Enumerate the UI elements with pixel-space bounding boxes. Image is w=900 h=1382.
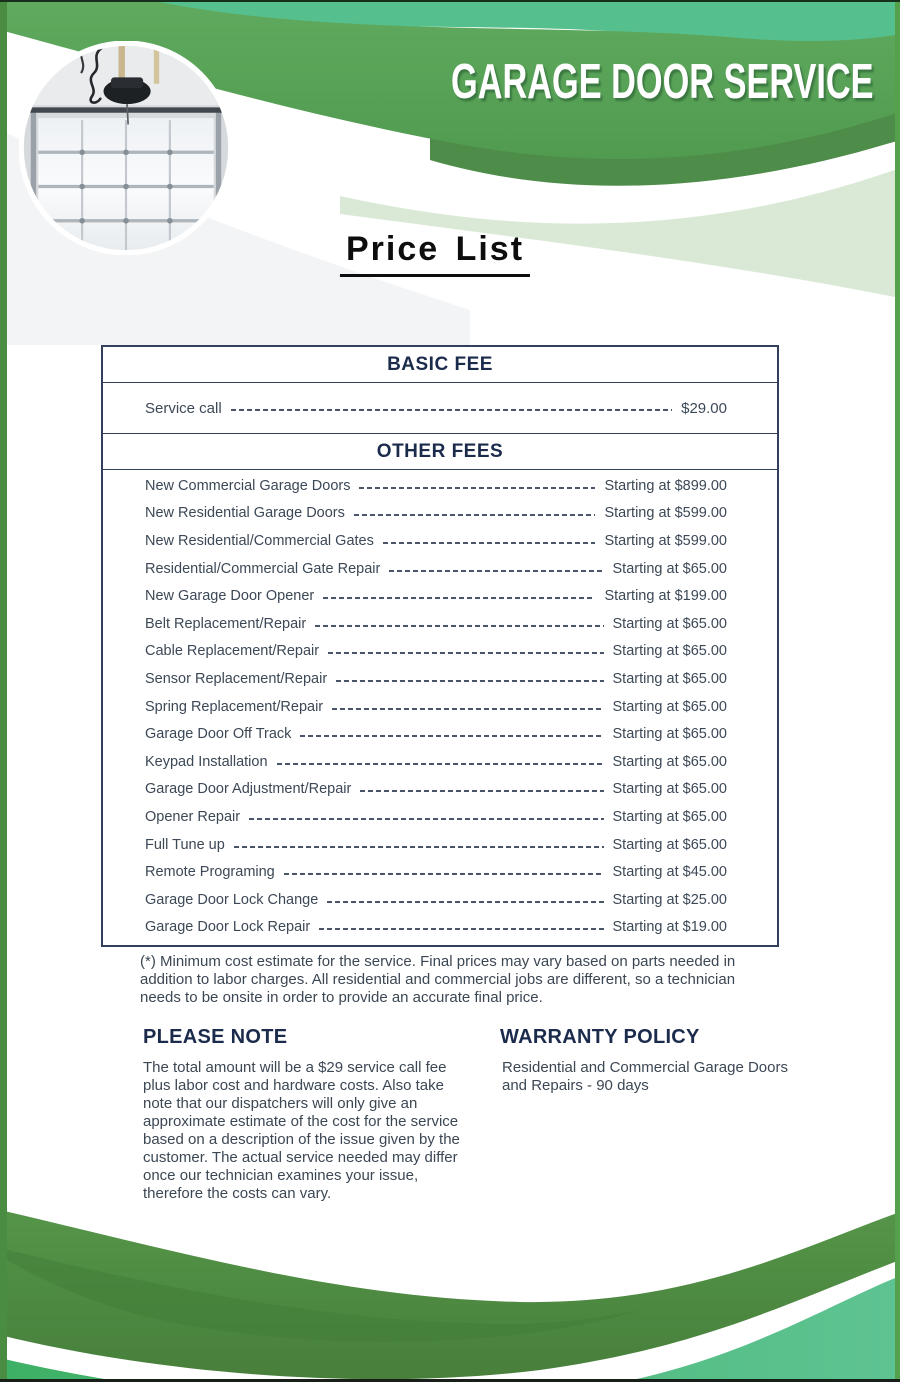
- warranty-policy-heading: WARRANTY POLICY: [500, 1026, 700, 1048]
- left-green-border: [0, 0, 7, 1382]
- dotted-leader: [323, 597, 595, 599]
- dotted-leader: [360, 790, 603, 792]
- dotted-leader: [328, 652, 603, 654]
- fee-price: Starting at $65.00: [612, 615, 727, 632]
- dotted-leader: [319, 928, 603, 930]
- fee-label: Garage Door Adjustment/Repair: [145, 781, 352, 798]
- fee-label: Spring Replacement/Repair: [145, 698, 324, 715]
- warranty-policy-body: Residential and Commercial Garage Doors and Repairs - 90 days: [502, 1059, 788, 1094]
- fee-row: [103, 582, 777, 610]
- fee-label: New Residential/Commercial Gates: [145, 532, 374, 549]
- dotted-leader: [359, 487, 595, 489]
- fee-label: Cable Replacement/Repair: [145, 643, 320, 660]
- dotted-leader: [231, 409, 672, 411]
- price-table: [101, 345, 779, 947]
- fee-label: Garage Door Lock Change: [145, 891, 319, 908]
- fee-label: Keypad Installation: [145, 753, 268, 770]
- fee-label: Opener Repair: [145, 808, 241, 825]
- brand-title: GARAGE DOOR SERVICE: [451, 55, 874, 109]
- fee-row: [103, 776, 777, 804]
- fee-label: Residential/Commercial Gate Repair: [145, 560, 381, 577]
- fee-price: Starting at $65.00: [612, 726, 727, 743]
- fee-price: Starting at $65.00: [612, 670, 727, 687]
- fee-price: Starting at $599.00: [604, 532, 727, 549]
- fee-row: [103, 803, 777, 831]
- dotted-leader: [354, 514, 596, 516]
- fee-label: Remote Programing: [145, 864, 275, 881]
- dotted-leader: [383, 542, 596, 544]
- fee-label: Sensor Replacement/Repair: [145, 670, 328, 687]
- fee-label: Service call: [145, 399, 222, 417]
- basic-fee-heading: BASIC FEE: [103, 347, 777, 383]
- fee-label: New Garage Door Opener: [145, 588, 315, 605]
- fee-price: Starting at $65.00: [612, 836, 727, 853]
- fee-row: [103, 831, 777, 859]
- fee-row: [103, 472, 777, 500]
- fee-price: Starting at $65.00: [612, 698, 727, 715]
- dotted-leader: [389, 570, 603, 572]
- fee-row: [103, 527, 777, 555]
- fee-price: Starting at $19.00: [612, 919, 727, 936]
- other-fees-rows: [103, 470, 777, 945]
- dotted-leader: [336, 680, 603, 682]
- dotted-leader: [327, 901, 603, 903]
- fee-price: Starting at $899.00: [604, 477, 727, 494]
- fee-label: Belt Replacement/Repair: [145, 615, 307, 632]
- dotted-leader: [249, 818, 603, 820]
- garage-door-photo: [19, 41, 233, 255]
- fee-row: [103, 720, 777, 748]
- fee-row: [103, 638, 777, 666]
- fee-label: New Residential Garage Doors: [145, 505, 345, 522]
- fee-price: Starting at $65.00: [612, 753, 727, 770]
- dotted-leader: [284, 873, 604, 875]
- fee-row-service-call: [103, 383, 777, 433]
- fee-price: $29.00: [681, 399, 727, 417]
- dotted-leader: [300, 735, 603, 737]
- fee-price: Starting at $45.00: [612, 864, 727, 881]
- fee-label: Garage Door Off Track: [145, 726, 292, 743]
- fee-price: Starting at $199.00: [604, 588, 727, 605]
- footnote: (*) Minimum cost estimate for the service. Final prices may vary based on parts needed in addition to labor charges. All residential and commercial jobs are different, so a technician needs to be onsite in order to provide an accurate final price.: [140, 953, 736, 1006]
- fee-price: Starting at $599.00: [604, 505, 727, 522]
- fee-price: Starting at $65.00: [612, 781, 727, 798]
- fee-row: [103, 665, 777, 693]
- fee-row: [103, 748, 777, 776]
- please-note-heading: PLEASE NOTE: [143, 1026, 288, 1048]
- page-title: Price List: [340, 230, 530, 277]
- fee-row: [103, 858, 777, 886]
- fee-label: Full Tune up: [145, 836, 225, 853]
- fee-price: Starting at $65.00: [612, 808, 727, 825]
- fee-price: Starting at $65.00: [612, 643, 727, 660]
- fee-row: [103, 693, 777, 721]
- fee-price: Starting at $65.00: [612, 560, 727, 577]
- other-fees-heading: OTHER FEES: [103, 433, 777, 470]
- dotted-leader: [234, 846, 604, 848]
- dotted-leader: [277, 763, 604, 765]
- fee-label: New Commercial Garage Doors: [145, 477, 351, 494]
- fee-row: [103, 610, 777, 638]
- dotted-leader: [315, 625, 603, 627]
- fee-label: Garage Door Lock Repair: [145, 919, 311, 936]
- fee-price: Starting at $25.00: [612, 891, 727, 908]
- dotted-leader: [332, 708, 603, 710]
- right-green-border: [895, 0, 900, 1382]
- please-note-body: The total amount will be a $29 service call fee plus labor cost and hardware costs. Also take note that our dispatchers will only give an approximate estimate of the cost for the service based on a description of the issue given by the customer. The actual service needed may differ once our technician examines your issue, therefore the costs can vary.: [143, 1059, 460, 1202]
- fee-row: [103, 886, 777, 914]
- fee-row: [103, 555, 777, 583]
- fee-row: [103, 914, 777, 942]
- fee-row: [103, 500, 777, 528]
- top-dark-line: [0, 0, 900, 2]
